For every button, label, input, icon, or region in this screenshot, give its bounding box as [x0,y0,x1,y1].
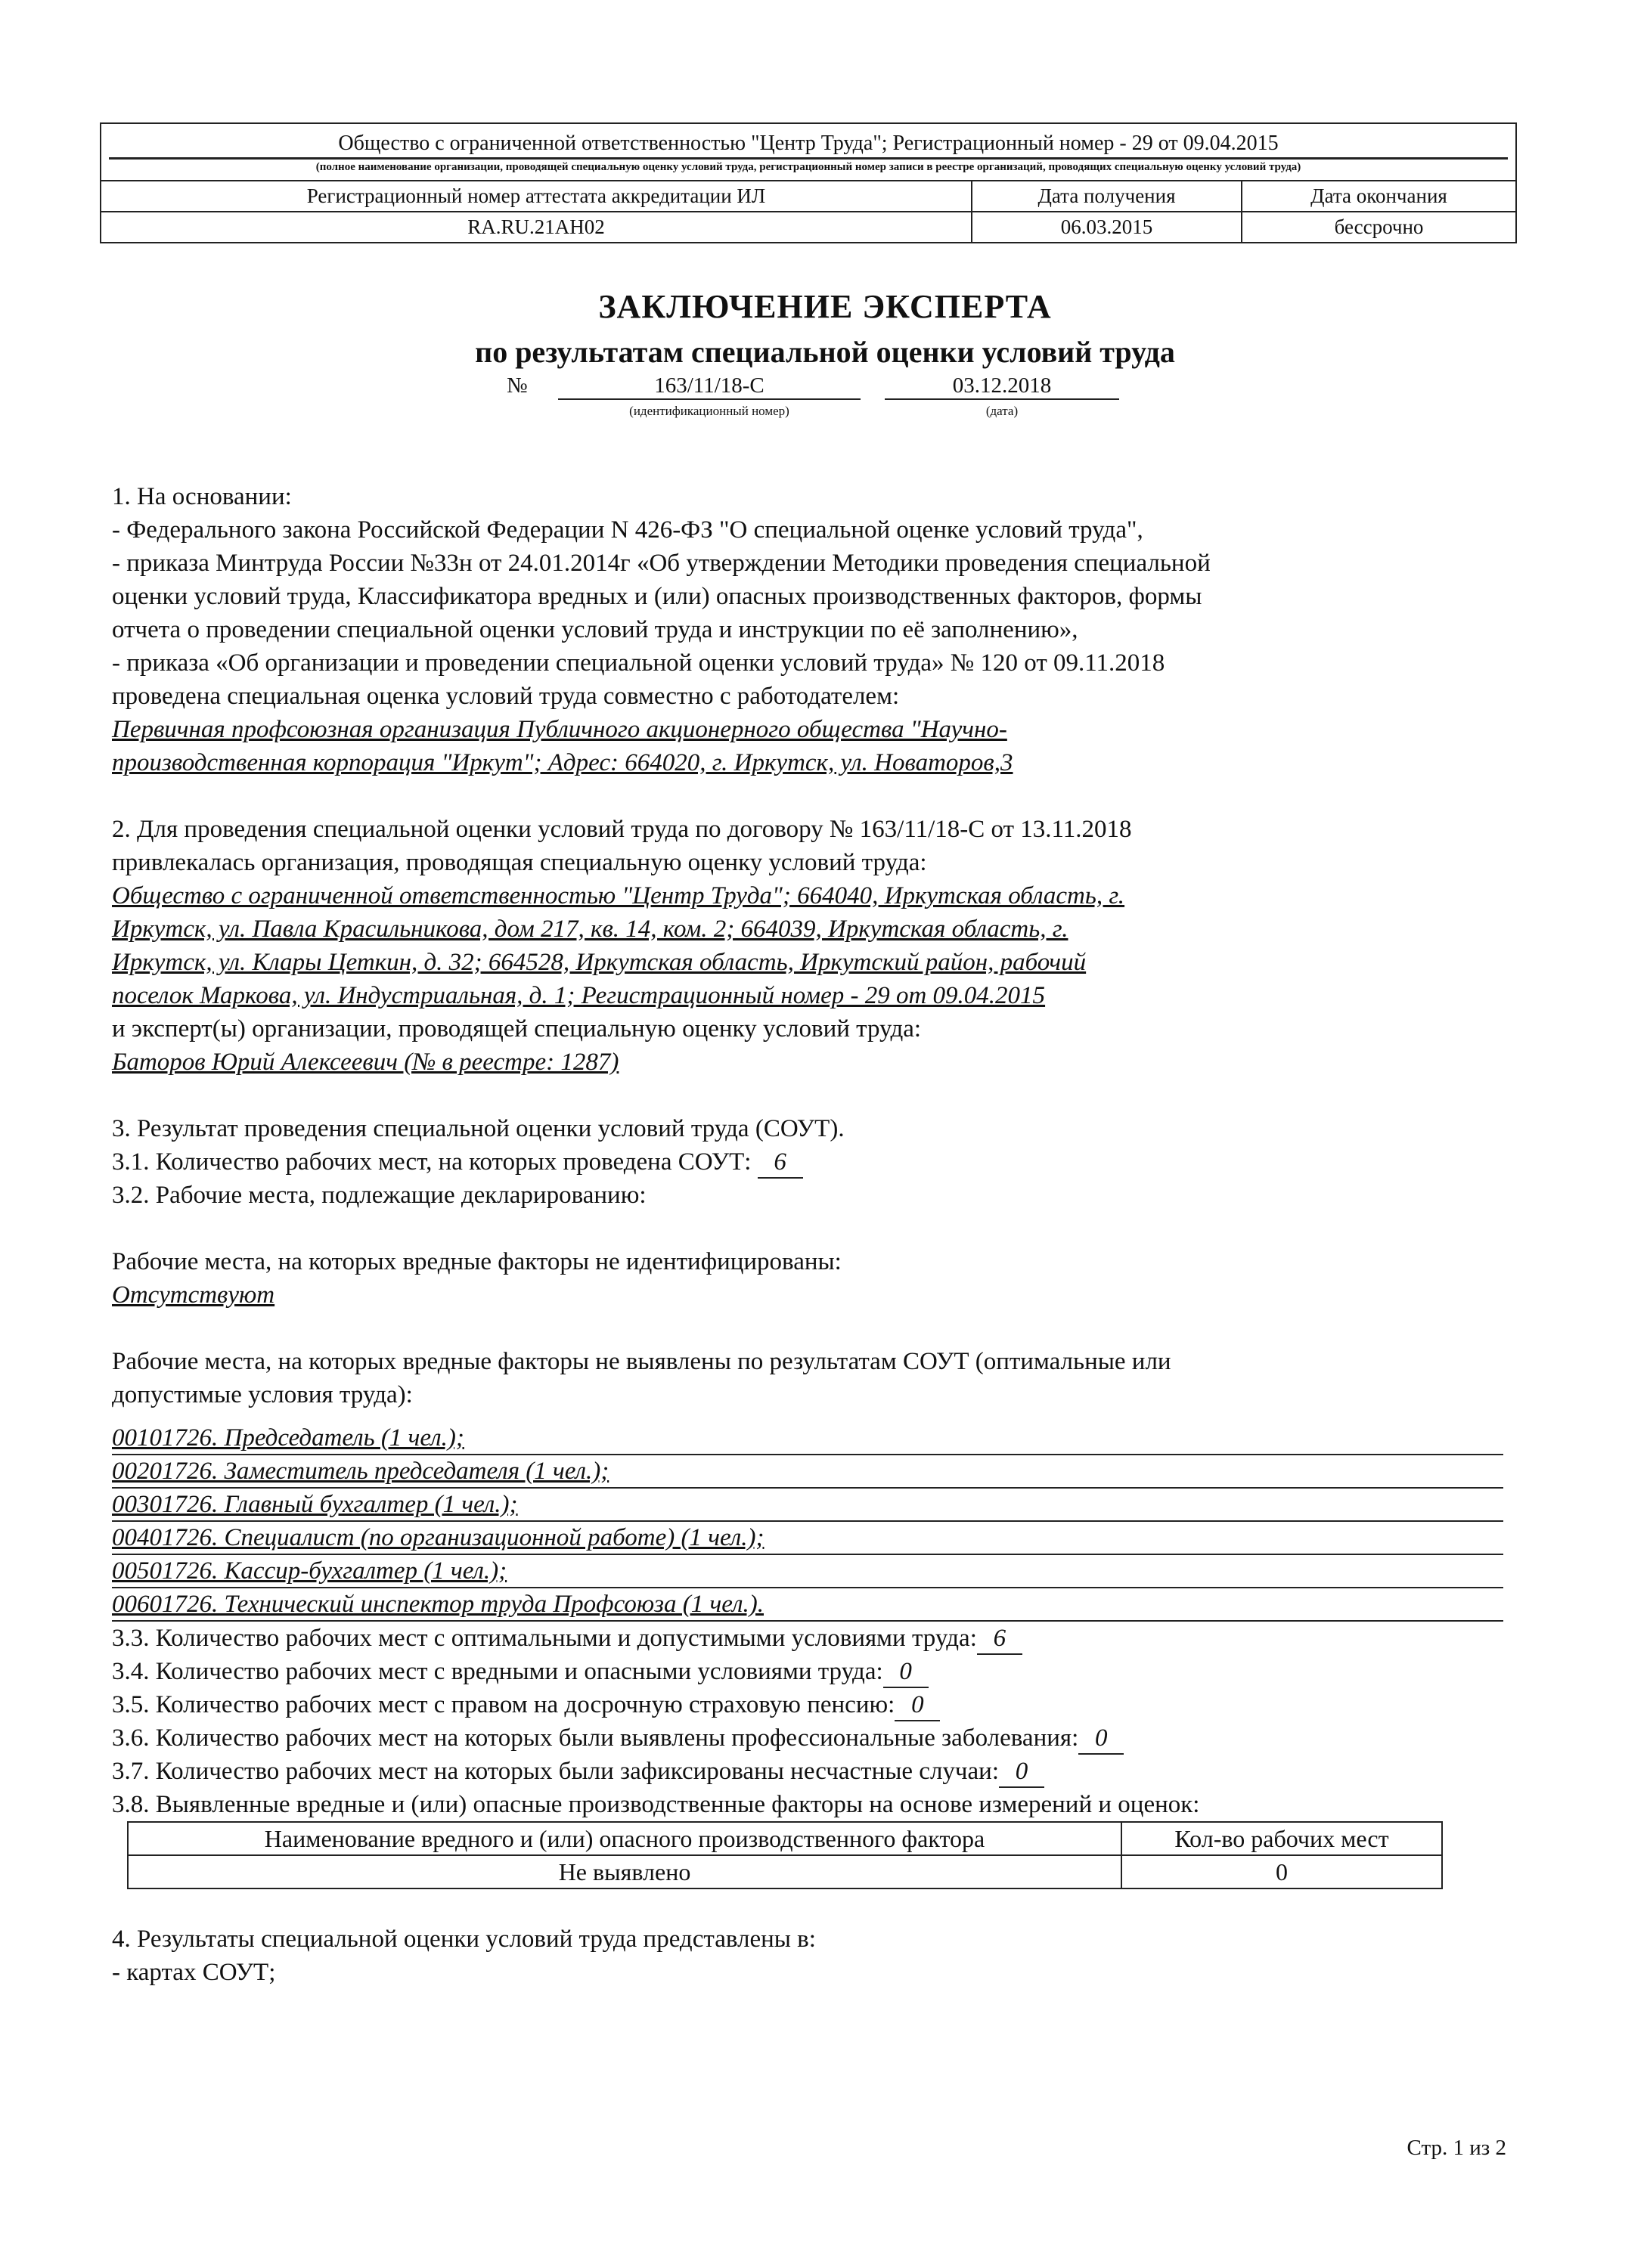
document-number: 163/11/18-С [558,373,861,400]
not-found-label-2: допустимые условия труда): [112,1381,413,1408]
page-number: Стр. 1 из 2 [1407,2136,1506,2160]
section3-heading: 3. Результат проведения специальной оценки условий труда (СОУТ). [112,1115,845,1142]
basis-item-law: - Федерального закона Российской Федерации N 426-ФЗ "О специальной оценке условий труда", [112,516,1143,544]
q34-line [112,1655,1503,1688]
q31-value: 6 [758,1147,803,1179]
q36-value: 0 [1078,1723,1124,1755]
q37-value: 0 [999,1756,1044,1788]
workplace-item: 00301726. Главный бухгалтер (1 чел.); [112,1489,1503,1522]
expiry-date-label: Дата окончания [1310,184,1447,207]
employer-line-2: производственная корпорация "Иркут"; Адрес: 664020, г. Иркутск, ул. Новаторов,3 [112,749,1013,776]
document-date: 03.12.2018 [885,373,1119,400]
q36-label: 3.6. Количество рабочих мест на которых были выявлены профессиональные заболевания: [112,1724,1079,1752]
header-labels-row [101,180,1515,211]
table-cell-factor: Не выявлено [128,1855,1121,1888]
organization-caption: (полное наименование организации, проводящей специальную оценку условий труда, регистрационный номер записи в реестре организаций, проводящих специальную оценку условий труда) [315,161,1301,173]
accreditation-label: Регистрационный номер аттестата аккредитации ИЛ [101,181,972,211]
expert-intro: и эксперт(ы) организации, проводящей специальную оценку условий труда: [112,1015,922,1043]
not-found-label-1: Рабочие места, на которых вредные факторы не выявлены по результатам СОУТ (оптимальные или [112,1348,1171,1375]
assessment-statement: проведена специальная оценка условий труда совместно с работодателем: [112,683,900,710]
organization-name: Общество с ограниченной ответственностью "Центр Труда"; Регистрационный номер - 29 от 09.04.2015 [338,132,1279,155]
assessing-org-line-2: Иркутск, ул. Павла Красильникова, дом 217, кв. 14, ком. 2; 664039, Иркутская область, г. [112,916,1068,943]
document-title: ЗАКЛЮЧЕНИЕ ЭКСПЕРТА [598,288,1052,325]
workplace-item: 00601726. Технический инспектор труда Профсоюза (1 чел.). [112,1588,1503,1622]
q33-line [112,1622,1503,1655]
harmful-factors-table [127,1821,1443,1889]
date-caption: (дата) [985,404,1019,418]
section4-item-cards: - картах СОУТ; [112,1959,276,1986]
workplace-item: 00401726. Специалист (по организационной работе) (1 чел.); [112,1522,1503,1555]
q33-label: 3.3. Количество рабочих мест с оптимальными и допустимыми условиями труда: [112,1625,977,1652]
section2-intro: 2. Для проведения специальной оценки условий труда по договору № 163/11/18-С от 13.11.2018 [112,816,1132,843]
table-header-count: Кол-во рабочих мест [1121,1822,1442,1855]
q35-line [112,1688,1503,1721]
table-header-row [128,1822,1442,1855]
q34-label: 3.4. Количество рабочих мест с вредными и опасными условиями труда: [112,1658,883,1685]
assessing-org-line-4: поселок Маркова, ул. Индустриальная, д. 1; Регистрационный номер - 29 от 09.04.2015 [112,982,1046,1009]
assessing-org-line-3: Иркутск, ул. Клары Цеткин, д. 32; 664528, Иркутская область, Иркутский район, рабочий [112,949,1087,976]
section4-heading: 4. Результаты специальной оценки условий труда представлены в: [112,1926,816,1953]
workplace-item: 00501726. Кассир-бухгалтер (1 чел.); [112,1555,1503,1588]
issue-date: 06.03.2015 [972,212,1242,242]
basis-item-order-l1: - приказа Минтруда России №33н от 24.01.2014г «Об утверждении Методики проведения специальной [112,550,1211,577]
q33-value: 6 [977,1623,1022,1655]
section2-intro-2: привлекалась организация, проводящая специальную оценку условий труда: [112,849,927,876]
q38-label: 3.8. Выявленные вредные и (или) опасные производственные факторы на основе измерений и оценок: [112,1791,1200,1818]
table-header-factor: Наименование вредного и (или) опасного производственного фактора [128,1822,1121,1855]
basis-item-internal-order: - приказа «Об организации и проведении специальной оценки условий труда» № 120 от 09.11.2018 [112,649,1165,677]
not-identified-value: Отсутствуют [112,1281,275,1309]
number-caption: (идентификационный номер) [629,404,789,418]
table-cell-count: 0 [1121,1855,1442,1888]
assessing-org-line-1: Общество с ограниченной ответственностью "Центр Труда"; 664040, Иркутская область, г. [112,882,1125,909]
workplace-item: 00201726. Заместитель председателя (1 чел.); [112,1455,1503,1489]
header-values-row [101,211,1515,242]
q35-label: 3.5. Количество рабочих мест с правом на досрочную страховую пенсию: [112,1691,895,1718]
header-table [100,122,1517,243]
workplace-item: 00101726. Председатель (1 чел.); [112,1422,1503,1455]
q37-label: 3.7. Количество рабочих мест на которых были зафиксированы несчастные случаи: [112,1758,999,1785]
number-sign: № [507,373,528,398]
accreditation-number: RA.RU.21АН02 [101,212,972,242]
q31-line [112,1145,1503,1179]
basis-item-order-l3: отчета о проведении специальной оценки условий труда и инструкции по её заполнению», [112,616,1078,643]
q36-line [112,1721,1503,1755]
document-subtitle: по результатам специальной оценки условий труда [475,335,1175,369]
document-body [112,480,1503,1989]
issue-date-label: Дата получения [972,181,1242,211]
employer-line-1: Первичная профсоюзная организация Публичного акционерного общества "Научно- [112,716,1007,743]
section1-heading: 1. На основании: [112,483,292,510]
expert-name: Баторов Юрий Алексеевич (№ в реестре: 1287) [112,1049,619,1076]
q32-label: 3.2. Рабочие места, подлежащие декларированию: [112,1182,647,1209]
expiry-date: бессрочно [1334,215,1424,238]
not-identified-label: Рабочие места, на которых вредные факторы не идентифицированы: [112,1248,842,1275]
q37-line [112,1755,1503,1788]
table-row [128,1855,1442,1888]
basis-item-order-l2: оценки условий труда, Классификатора вредных и (или) опасных производственных факторов, формы [112,583,1202,610]
q34-value: 0 [883,1656,929,1688]
q35-value: 0 [895,1690,940,1721]
q31-label: 3.1. Количество рабочих мест, на которых проведена СОУТ: [112,1148,752,1176]
